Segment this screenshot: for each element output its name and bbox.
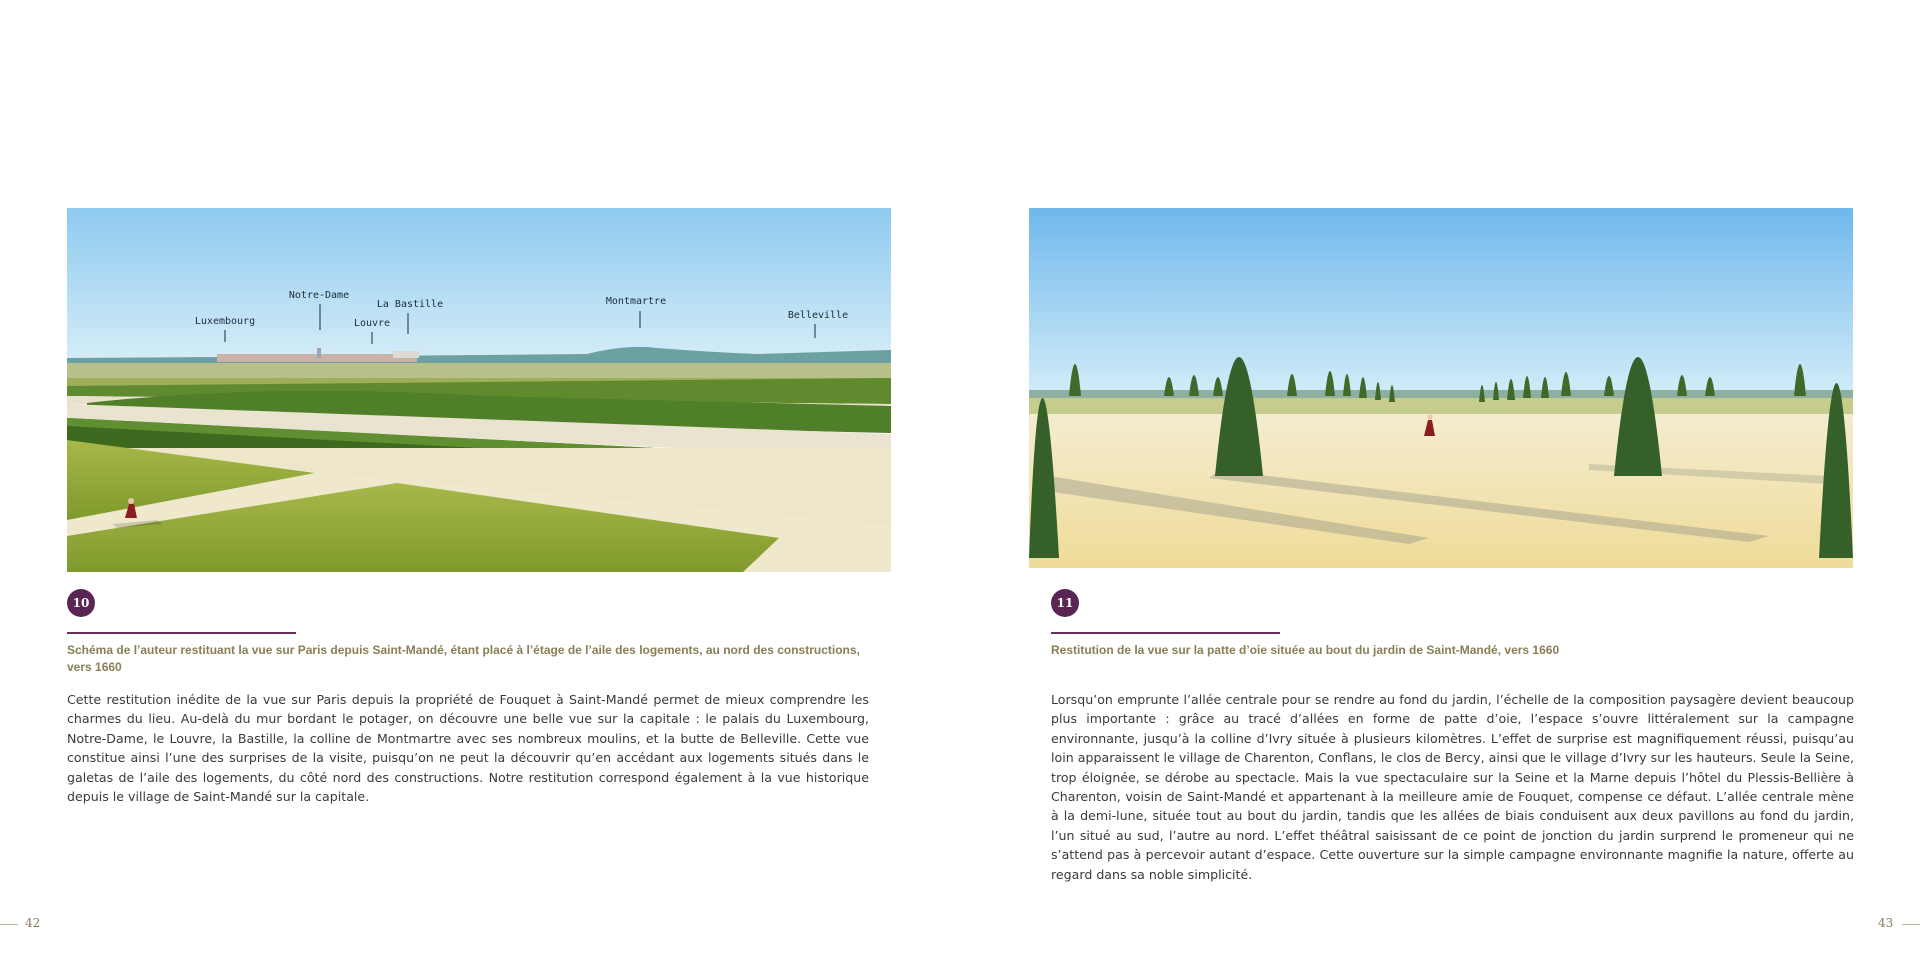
- paris-view-illustration: [67, 208, 891, 572]
- right-page: [960, 0, 1920, 960]
- svg-text:Luxembourg: Luxembourg: [194, 316, 256, 327]
- body-text: Cette restitution inédite de la vue sur Paris depuis la propriété de Fouquet à Saint-Mandé permet de mieux comprendre les charmes du lieu. Au-delà du mur bordant le potager, on découvre une belle vue sur la capitale : le palais du Luxembourg, Notre-Dame, le Louvre, la Bastille, la colline de Montmartre avec ses nombreux moulins, et la butte de Belleville. Cette vue constitue ainsi l’une des surprises de la visite, puisqu’on ne peut la découvrir qu’en accédant aux logements situés dans le galetas de l’aile des logements, du côté nord des constructions. Notre restitution correspond également à la vue historique depuis le village de Saint-Mandé sur la capitale.: [67, 692, 869, 805]
- svg-text:Belleville: Belleville: [787, 310, 849, 321]
- figure-caption: Restitution de la vue sur la patte d’oie située au bout du jardin de Saint-Mandé, vers 1660: [1051, 643, 1560, 657]
- svg-text:La Bastille: La Bastille: [376, 299, 444, 310]
- page-number-rule: [1902, 924, 1920, 925]
- svg-text:Notre-Dame: Notre-Dame: [288, 290, 350, 301]
- figure-caption: Schéma de l’auteur restituant la vue sur Paris depuis Saint-Mandé, étant placé à l’étage de l’aile des logements, au nord des constructions, vers 1660: [67, 643, 860, 674]
- body-text: Lorsqu’on emprunte l’allée centrale pour se rendre au fond du jardin, l’échelle de la composition paysagère devient beaucoup plus importante : grâce au tracé d’allées en forme de patte d’oie, l’espace s’ouvre littéralement sur la campagne environnante, jusqu’à la colline d’Ivry située à plusieurs kilomètres. L’effet de surprise est magnifiquement réussi, puisqu’au loin apparaissent le village de Charenton, Conflans, le clos de Bercy, ainsi que le village d’Ivry sur les hauteurs. Seule la Seine, trop éloignée, se dérobe au spectacle. Mais la vue spectaculaire sur la Seine et la Marne depuis l’hôtel du Plessis-Bellière à Charenton, voisin de Saint-Mandé et appartenant à la meilleure amie de Fouquet, compense ce défaut. L’allée centrale mène à la demi-lune, située tout au bout du jardin, tandis que les allées de biais conduisent aux deux pavillons au fond du jardin, l’un situé au sud, l’autre au nord. L’effet théâtral saisissant de ce point de jonction du jardin surprend le promeneur qui ne s’attend pas à percevoir autant d’espace. Cette ouverture sur la simple campagne environnante magnifie la nature, offerte au regard dans sa noble simplicité.: [1051, 692, 1854, 882]
- page-number: 42: [25, 916, 41, 930]
- patte-doie-illustration: [1029, 208, 1853, 568]
- caption-rule: [1051, 632, 1280, 634]
- figure-patte-doie-view: [1029, 208, 1853, 568]
- figure-number-badge: 11: [1051, 589, 1079, 617]
- page-number-rule: [0, 924, 18, 925]
- figure-number-badge: 10: [67, 589, 95, 617]
- svg-text:Louvre: Louvre: [353, 318, 391, 329]
- figure-paris-view: [67, 208, 891, 572]
- page-number: 43: [1878, 916, 1894, 930]
- caption-rule: [67, 632, 296, 634]
- svg-text:Montmartre: Montmartre: [605, 296, 667, 307]
